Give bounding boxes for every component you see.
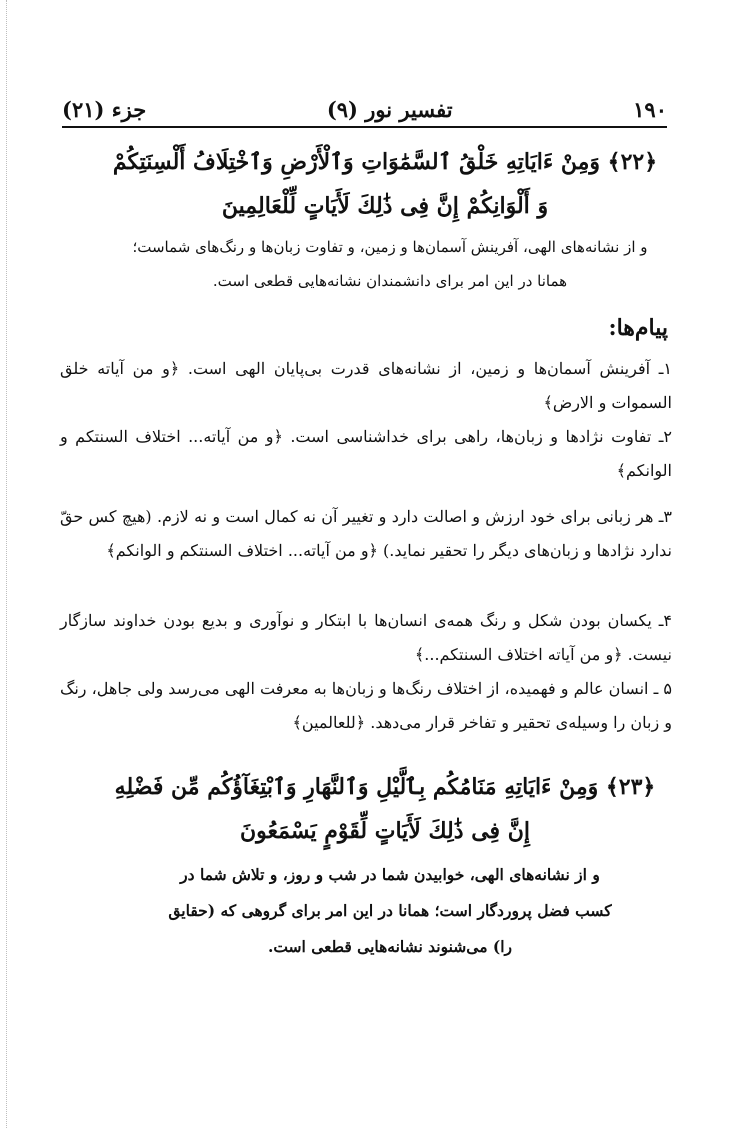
verse-23-translation: و از نشانه‌های الهی، خوابیدن شما در شب و روز، و تلاش شما در کسب فضل پروردگار است؛ همانا در این امر برای گروهی که (حقایق را) می‌شنوند نشانه‌هایی قطعی است. xyxy=(168,865,612,956)
verse-23-arabic: ﴿۲۳﴾ وَمِنْ ءَايَاتِهِ مَنَامُكُم بِٱلَّيْلِ وَٱلنَّهَارِ وَٱبْتِغَآؤُكُم مِّن فَضْلِهِ إِنَّ فِى ذَٰلِكَ لَأَيَاتٍ لِّقَوْمٍ يَسْمَعُونَ xyxy=(114,774,656,844)
page-spine xyxy=(6,0,17,1128)
message-item: ۴ـ یکسان بودن شکل و رنگ همه‌ی انسان‌ها با ابتکار و نوآوری و بدیع بودن خداوند سازگار نیست. ﴿و من آیاته اختلاف السنتکم...﴾ xyxy=(60,611,672,664)
message-item: ۲ـ تفاوت نژادها و زبان‌ها، راهی برای خداشناسی است. ﴿و من آیاته... اختلاف السنتکم و الوانکم﴾ xyxy=(60,427,672,480)
verse-22-translation: و از نشانه‌های الهی، آفرینش آسمان‌ها و زمین، و تفاوت زبان‌ها و رنگ‌های شماست؛ همانا در این امر برای دانشمندان نشانه‌هایی قطعی است. xyxy=(132,238,648,290)
part-label: جزء (۲۱) xyxy=(62,96,147,122)
message-item: ۵ ـ انسان عالم و فهمیده، از اختلاف رنگ‌ها و زبان‌ها به معرفت الهی می‌رسد ولی جاهل، رنگ و زبان را وسیله‌ی تحقیر و تفاخر قرار می‌دهد. ﴿للعالمین﴾ xyxy=(60,679,672,732)
verse-22-arabic: ﴿۲۲﴾ وَمِنْ ءَايَاتِهِ خَلْقُ ٱلسَّمَٰوَاتِ وَٱلْأَرْضِ وَٱخْتِلَافُ أَلْسِنَتِكُمْ وَ أَلْوَانِكُمْ إِنَّ فِى ذَٰلِكَ لَأَيَاتٍ لِّلْعَالِمِينَ xyxy=(112,149,658,219)
messages-heading: پیام‌ها: xyxy=(608,315,668,341)
book-title: تفسیر نور (۹) xyxy=(326,96,453,122)
message-item: ۱ـ آفرینش آسمان‌ها و زمین، از نشانه‌های قدرت بی‌پایان الهی است. ﴿و من آیاته خلق السموات و الارض﴾ xyxy=(60,359,673,412)
page-header xyxy=(62,92,667,128)
page-number: ۱۹۰ xyxy=(633,96,667,122)
message-item: ۳ـ هر زبانی برای خود ارزش و اصالت دارد و تغییر آن نه کمال است و نه لازم. (هیچ کس حقّ ندارد نژادها و زبان‌های دیگر را تحقیر نماید.) ﴿و من آیاته... اختلاف السنتکم و الوانکم﴾ xyxy=(60,507,672,560)
